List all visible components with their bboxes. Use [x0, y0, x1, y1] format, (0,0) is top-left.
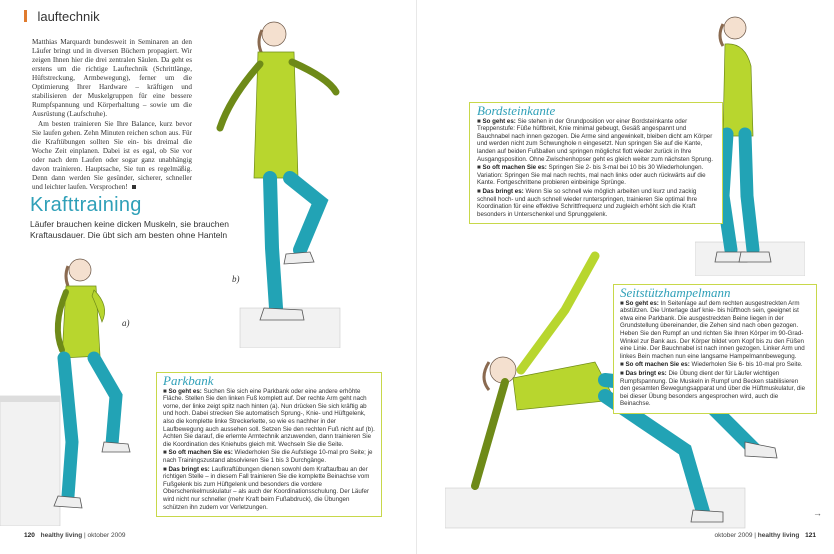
- ponytail-shape: [484, 362, 489, 390]
- magazine-name: healthy living: [757, 532, 800, 539]
- infobox-title: Bordsteinkante: [477, 103, 556, 118]
- intro-paragraph: [32, 120, 192, 192]
- infobox-item: ■ So geht es: In Seitenlage auf dem rechten ausgestreckten Arm abstützen. Die Unterlage darf knie- bis hüfthoch sein, geeignet ist etwa eine Parkbank. Die ausgestreckten Beine liegen in der Grundstellung übereinander, die Zehen sind nach oben gezogen. Heben Sie den Rumpf an und richten Sie Ihren Körper im 90-Grad-Winkel zur Bank aus. Der Körper bildet vom Kopf bis zu den Füßen eine Linie. Der Bauchnabel ist nach innen gezogen. Linker Arm und linkes Bein machen nun eine langsame Hampelmannbewegung.: [620, 299, 805, 360]
- item-label: So geht es:: [625, 299, 659, 307]
- infobox-item: ■ So oft machen Sie es: Wiederholen Sie 6- bis 10-mal pro Seite.: [620, 361, 803, 369]
- page-number: 121: [805, 532, 816, 539]
- magazine-name: healthy living: [40, 532, 83, 539]
- torso-shape: [723, 44, 753, 136]
- bench-shape: [0, 396, 60, 526]
- item-text: Sie stehen in der Grundposition vor einer Bordsteinkante oder Treppenstufe: Füße hüftbreit, Knie minimal gebeugt, Gesäß angespannt und Bauchnabel nach innen gezogen. Die Arme sind angewinkelt, bleiben dicht am Körper und werden nicht zum Schwunghole n eingesetzt. Nun springen Sie auf die Kante, landen auf beiden Fußballen und springen möglichst flott wieder zurück in Ihre Ausgangsposition. Ohne Zwischenhopser geht es gleich weiter zum nächsten Sprung.: [477, 117, 713, 163]
- footer-right: oktober 2009 | healthy living 121: [714, 532, 816, 539]
- page-subtitle: Läufer brauchen keine dicken Muskeln, sie brauchen Kraftausdauer. Die übt sich am besten ohne Hanteln: [30, 219, 229, 240]
- shoe-shape: [284, 252, 314, 264]
- arm-front-shape: [292, 62, 336, 92]
- ponytail-shape: [720, 24, 723, 46]
- next-page-arrow-icon[interactable]: →: [813, 508, 822, 518]
- section-label: lauftechnik: [37, 9, 100, 24]
- footer-left: 120 healthy living | oktober 2009: [24, 532, 126, 539]
- item-label: Das bringt es:: [625, 369, 667, 377]
- bench-top: [0, 396, 60, 402]
- leg-shape: [723, 134, 731, 250]
- leg-standing-shape: [270, 178, 276, 308]
- shoe-shape: [260, 308, 304, 320]
- intro-paragraph: Matthias Marquardt bundesweit in Seminaren an den Läufer bringt und in diversen Büchern propagiert. Wir zeigen Ihnen hier die drei zentralen Säulen. Da geht es erstens um die richtige Lauftechnik (Schrittlänge, Hüftstreckung, Armbewegung), ferner um die Optimierung Ihrer Hardware – kräftigen und stabilisieren der Muskelgruppen für eine bessere Rumpfspannung und Körperhaltung – sowie um die Ausrüstung (Laufschuhe).: [32, 38, 192, 118]
- figure-step-up-b: [210, 8, 350, 348]
- item-label: So geht es:: [482, 117, 516, 125]
- end-mark-icon: [132, 185, 136, 189]
- intro-paragraph-text: Am besten trainieren Sie Ihre Balance, kurz bevor Sie laufen gehen. Zehn Minuten reichen schon aus. Für die Kraftübungen sollten Sie ein- bis dreimal die Woche Zeit einplanen. Dabei ist es egal, ob Sie vor oder nach dem Laufen oder sogar ganz unabhängig davon trainieren. Hauptsache, Sie tun es regelmäßig. Denn dann werden Sie gesünder, sicherer, schneller und leichter laufen. Versprochen!: [32, 120, 192, 191]
- infobox-item: ■ Das bringt es: Die Übung dient der für Läufer wichtigen Rumpfspannung. Die Muskeln in Rumpf und Becken stabilisieren den gesamten Bewegungsapparat und über die Hüftmuskulatur, die bei dieser Übung besonders angesprochen wird, auch die Beinachse.: [620, 369, 806, 408]
- item-text: Suchen Sie sich eine Parkbank oder eine andere erhöhte Fläche. Stellen Sie den linken Fuß komplett auf. Der rechte Arm geht nach vorne, der linke zeigt spitz nach hinten (a). Nun drücken Sie sich kräftig ab und hoch. Dabei strecken Sie automatisch Sprung-, Knie- und Hüftgelenk, also die komplette linke Streckerkette, so wie es nachher in der Laufbewegung auch aussehen soll. Setzen Sie den rechten Fuß nicht auf (b). Achten Sie darauf, die erlernte Armtechnik anzuwenden, dann trainieren Sie die Koordination des Kniehubs gleich mit. Wechseln Sie die Seite.: [163, 387, 375, 448]
- leg-back-shape: [64, 358, 72, 496]
- shoe-shape: [691, 510, 723, 522]
- item-label: So oft machen Sie es:: [168, 449, 233, 457]
- intro-text: [32, 38, 192, 193]
- item-label: So oft machen Sie es:: [625, 361, 690, 369]
- infobox-parkbank: [156, 372, 382, 517]
- arm-back-shape: [220, 64, 260, 128]
- issue-date: oktober 2009: [87, 532, 126, 539]
- section-tag: [24, 8, 100, 26]
- item-text: Die Übung dient der für Läufer wichtigen Rumpfspannung. Die Muskeln in Rumpf und Becken stabilisieren den gesamten Bewegungsapparat und über die Hüftmuskulatur, die bei dieser Übung besonders angesprochen wird, auch die Beinachse.: [620, 369, 806, 408]
- head-shape: [262, 22, 286, 46]
- page-number: 120: [24, 532, 35, 539]
- infobox-seitstuetz: [613, 284, 817, 414]
- item-label: So oft machen Sie es:: [482, 164, 547, 172]
- item-text: Wenn Sie so schnell wie möglich arbeiten und kurz und zackig schnell hoch- und auch schnell wieder runterspringen, trainieren Sie optimal Ihre Koordination für eine effektive Schrittfrequenz und zugleich erhöht sich die Kraft besonders in Unterschenkel und Sprunggelenk.: [477, 187, 698, 218]
- issue-date: oktober 2009: [714, 532, 753, 539]
- figure-step-up-a: [0, 246, 160, 526]
- item-text: Laufkraftübungen dienen sowohl dem Kraftaufbau an der richtigen Stelle – in diesem Fall trainieren Sie die komplette Beinachse vom Fußgelenk bis zum Hüftgelenk und besonders die vordere Oberschenkelmuskulatur – als auch der Koordinationsschulung. Der Läufer wird nicht nur schneller (mehr Kraft beim Fußabdruck), die Übungen schützen ihn zudem vor Verletzungen.: [163, 465, 370, 511]
- torso-shape: [254, 52, 298, 178]
- shoe-shape: [54, 496, 82, 508]
- figure-label-a: a): [122, 318, 130, 328]
- item-text: Springen Sie 2- bis 3-mal bei 10 bis 30 Wiederholungen. Variation: Springen Sie mal nach rechts, mal nach links oder auch rückwärts auf die Kante. Fortgeschrittene probieren einbeinige Sprünge.: [477, 164, 706, 187]
- torso-shape: [513, 362, 615, 410]
- figure-label-b: b): [232, 274, 240, 284]
- page-title: Krafttraining: [30, 194, 142, 216]
- right-page: [417, 0, 834, 554]
- section-bar: [24, 10, 27, 22]
- item-text: Wiederholen Sie 6- bis 10-mal pro Seite.: [691, 361, 803, 369]
- shoe-shape: [102, 442, 130, 452]
- item-label: Das bringt es:: [168, 465, 210, 473]
- item-text: Wiederholen Sie die Aufstiege 10-mal pro Seite; je nach Trainingszustand absolvieren Sie 1 bis 3 Durchgänge.: [163, 449, 373, 464]
- infobox-title: Parkbank: [163, 373, 214, 388]
- leg-shape: [745, 134, 753, 250]
- arm-support-shape: [475, 382, 505, 486]
- leg-front-shape: [94, 358, 116, 444]
- arm-raised-shape: [521, 256, 595, 370]
- item-label: So geht es:: [168, 387, 202, 395]
- infobox-item: ■ So oft machen Sie es: Springen Sie 2- bis 3-mal bei 10 bis 30 Wiederholungen. Variation: Springen Sie mal nach rechts, mal nach links oder auch rückwärts auf die Kante. Fortgeschrittene probieren einbeinige Sprünge.: [477, 164, 706, 187]
- infobox-item: ■ So geht es: Suchen Sie sich eine Parkbank oder eine andere erhöhte Fläche. Stellen Sie den linken Fuß komplett auf. Der rechte Arm geht nach vorne, der linke zeigt spitz nach hinten (a). Nun drücken Sie sich kräftig ab und hoch. Dabei strecken Sie automatisch Sprung-, Knie- und Hüftgelenk, also die komplette linke Streckerkette, so wie es nachher in der Laufbewegung auch aussehen soll. Setzen Sie den rechten Fuß nicht auf (b). Achten Sie darauf, die erlernte Armtechnik anzuwenden, dann trainieren Sie die Koordination des Kniehubs gleich mit. Wechseln Sie die Seite.: [163, 387, 375, 448]
- infobox-bordsteinkante: [469, 102, 723, 224]
- ponytail-shape: [259, 30, 262, 54]
- infobox-item: ■ So geht es: Sie stehen in der Grundposition vor einer Bordsteinkante oder Treppenstufe: Füße hüftbreit, Knie minimal gebeugt, Gesäß angespannt und Bauchnabel nach innen gezogen. Die Arme sind angewinkelt, bleiben dicht am Körper und werden nicht zum Schwunghole n eingesetzt. Nun springen Sie auf die Kante, landen auf beiden Fußballen und springen möglichst flott wieder zurück in Ihre Ausgangsposition. Ohne Zwischenhopser geht es gleich weiter zum nächsten Sprung.: [477, 117, 713, 163]
- head-shape: [724, 17, 746, 39]
- shoe-shape: [745, 442, 777, 458]
- leg-raised-shape: [290, 178, 320, 250]
- infobox-item: ■ Das bringt es: Laufkraftübungen dienen sowohl dem Kraftaufbau an der richtigen Stelle – in diesem Fall trainieren Sie die komplette Beinachse vom Fußgelenk bis zum Hüftgelenk und besonders die vordere Oberschenkelmuskulatur – als auch der Koordinationsschulung. Der Läufer wird nicht nur schneller (mehr Kraft beim Fußabdruck), die Übungen schützen ihn zudem vor Verletzungen.: [163, 465, 370, 511]
- item-text: In Seitenlage auf dem rechten ausgestreckten Arm abstützen. Die Unterlage darf knie- bis hüfthoch sein, geeignet ist etwa eine Parkbank. Die ausgestreckten Beine liegen in der Grundstellung übereinander, die Zehen sind nach oben gezogen. Heben Sie den Rumpf an und richten Sie Ihren Körper im 90-Grad-Winkel zur Bank aus. Der Körper bildet vom Kopf bis zu den Füßen eine Linie. Der Bauchnabel ist nach innen gezogen. Linker Arm und linkes Bein machen nun eine langsame Hampelmannbewegung.: [620, 299, 805, 360]
- item-label: Das bringt es:: [482, 187, 524, 195]
- infobox-title: Seitstützhampelmann: [620, 285, 731, 300]
- head-shape: [69, 259, 91, 281]
- ponytail-shape: [66, 266, 68, 286]
- infobox-item: ■ Das bringt es: Wenn Sie so schnell wie möglich arbeiten und kurz und zackig schnell hoch- und auch schnell wieder runterspringen, trainieren Sie optimal Ihre Koordination für eine effektive Schrittfrequenz und zugleich erhöht sich die Kraft besonders in Unterschenkel und Sprunggelenk.: [477, 187, 698, 218]
- infobox-item: ■ So oft machen Sie es: Wiederholen Sie die Aufstiege 10-mal pro Seite; je nach Trainingszustand absolvieren Sie 1 bis 3 Durchgänge.: [163, 449, 373, 464]
